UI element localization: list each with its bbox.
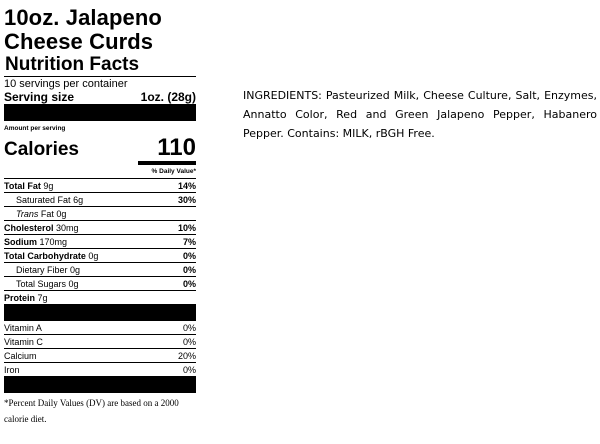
- nutrient-amount: 6g: [73, 194, 84, 205]
- nutrient-name: Saturated Fat: [16, 194, 71, 205]
- vitamin-row: [4, 362, 196, 376]
- vitamin-list: [4, 321, 196, 376]
- daily-value-header: % Daily Value*: [151, 168, 196, 175]
- nutrient-pct: 0%: [182, 278, 196, 289]
- amount-per-serving: Amount per serving: [4, 125, 66, 132]
- vitamin-row: [4, 321, 196, 334]
- serving-divider-bar: [4, 104, 196, 121]
- vitamin-pct: 0%: [182, 364, 196, 375]
- nutrient-row-cholesterol: [4, 220, 196, 234]
- calories-label: Calories: [4, 139, 79, 160]
- nutrient-row-trans-fat: [4, 206, 196, 220]
- ingredients-text: INGREDIENTS: Pasteurized Milk, Cheese Culture, Salt, Enzymes, Annatto Color, Red and Green Jalapeno Pepper, Habanero Pepper. Contains: MILK, rBGH Free.: [243, 89, 597, 140]
- nutrient-pct: 10%: [177, 222, 196, 233]
- nutrient-row-saturated-fat: [4, 192, 196, 206]
- nutrient-amount: Fat 0g: [40, 208, 67, 219]
- nutrition-label: [4, 6, 196, 427]
- nutrient-pct: 0%: [182, 264, 196, 275]
- nutrient-amount: 0g: [70, 264, 81, 275]
- nutrient-row-total-sugars: [4, 276, 196, 290]
- footnote-divider-bar: [4, 376, 196, 393]
- nutrition-facts-heading: Nutrition Facts: [5, 54, 140, 75]
- nutrient-amount: 0g: [88, 250, 99, 261]
- nutrient-name: Dietary Fiber: [16, 264, 68, 275]
- nutrient-amount: 170mg: [39, 236, 68, 247]
- vitamin-pct: 0%: [182, 322, 196, 333]
- nutrient-row-protein: [4, 290, 196, 304]
- vitamin-row: [4, 334, 196, 348]
- vitamin-pct: 0%: [182, 336, 196, 347]
- nutrient-amount: 0g: [68, 278, 79, 289]
- vitamin-name: Calcium: [4, 350, 37, 361]
- nutrient-pct: 30%: [177, 194, 196, 205]
- dv-header-wrap: [138, 161, 196, 178]
- nutrient-name: Protein: [4, 292, 36, 303]
- nutrient-row-dietary-fiber: [4, 262, 196, 276]
- nutrient-name: Total Carbohydrate: [4, 250, 86, 261]
- vitamin-name: Vitamin A: [4, 322, 42, 333]
- nutrient-pct: 14%: [177, 180, 196, 191]
- product-title-line-2: Cheese Curds: [4, 29, 154, 54]
- daily-value-footnote: *Percent Daily Values (DV) are based on a 2000 calorie diet.: [4, 398, 179, 424]
- product-title-line-1: 10oz. Jalapeno: [4, 5, 162, 30]
- calories-row: [4, 133, 196, 161]
- serving-size-value: 1oz. (28g): [140, 90, 196, 104]
- servings-per-container: 10 servings per container: [4, 78, 128, 90]
- vitamin-name: Iron: [4, 364, 20, 375]
- nutrient-list: [4, 178, 196, 304]
- vitamin-divider-bar: [4, 304, 196, 321]
- nutrient-amount: 7g: [37, 292, 48, 303]
- nutrient-row-total-carbohydrate: [4, 248, 196, 262]
- nutrient-pct: 0%: [182, 250, 196, 261]
- nutrient-row-sodium: [4, 234, 196, 248]
- nutrient-amount: 30mg: [56, 222, 79, 233]
- serving-size-label: Serving size: [4, 90, 75, 104]
- nutrient-name: Total Sugars: [16, 278, 67, 289]
- nutrient-pct: 7%: [182, 236, 196, 247]
- serving-size-row: [4, 90, 196, 104]
- vitamin-row: [4, 348, 196, 362]
- nutrient-name: Trans: [16, 208, 39, 219]
- nutrient-amount: 9g: [43, 180, 54, 191]
- calories-value: 110: [157, 134, 196, 161]
- nutrient-row-total-fat: [4, 178, 196, 192]
- nutrient-name: Cholesterol: [4, 222, 54, 233]
- vitamin-pct: 20%: [177, 350, 196, 361]
- heading-divider: [4, 76, 196, 77]
- nutrient-name: Sodium: [4, 236, 37, 247]
- vitamin-name: Vitamin C: [4, 336, 43, 347]
- nutrient-name: Total Fat: [4, 180, 41, 191]
